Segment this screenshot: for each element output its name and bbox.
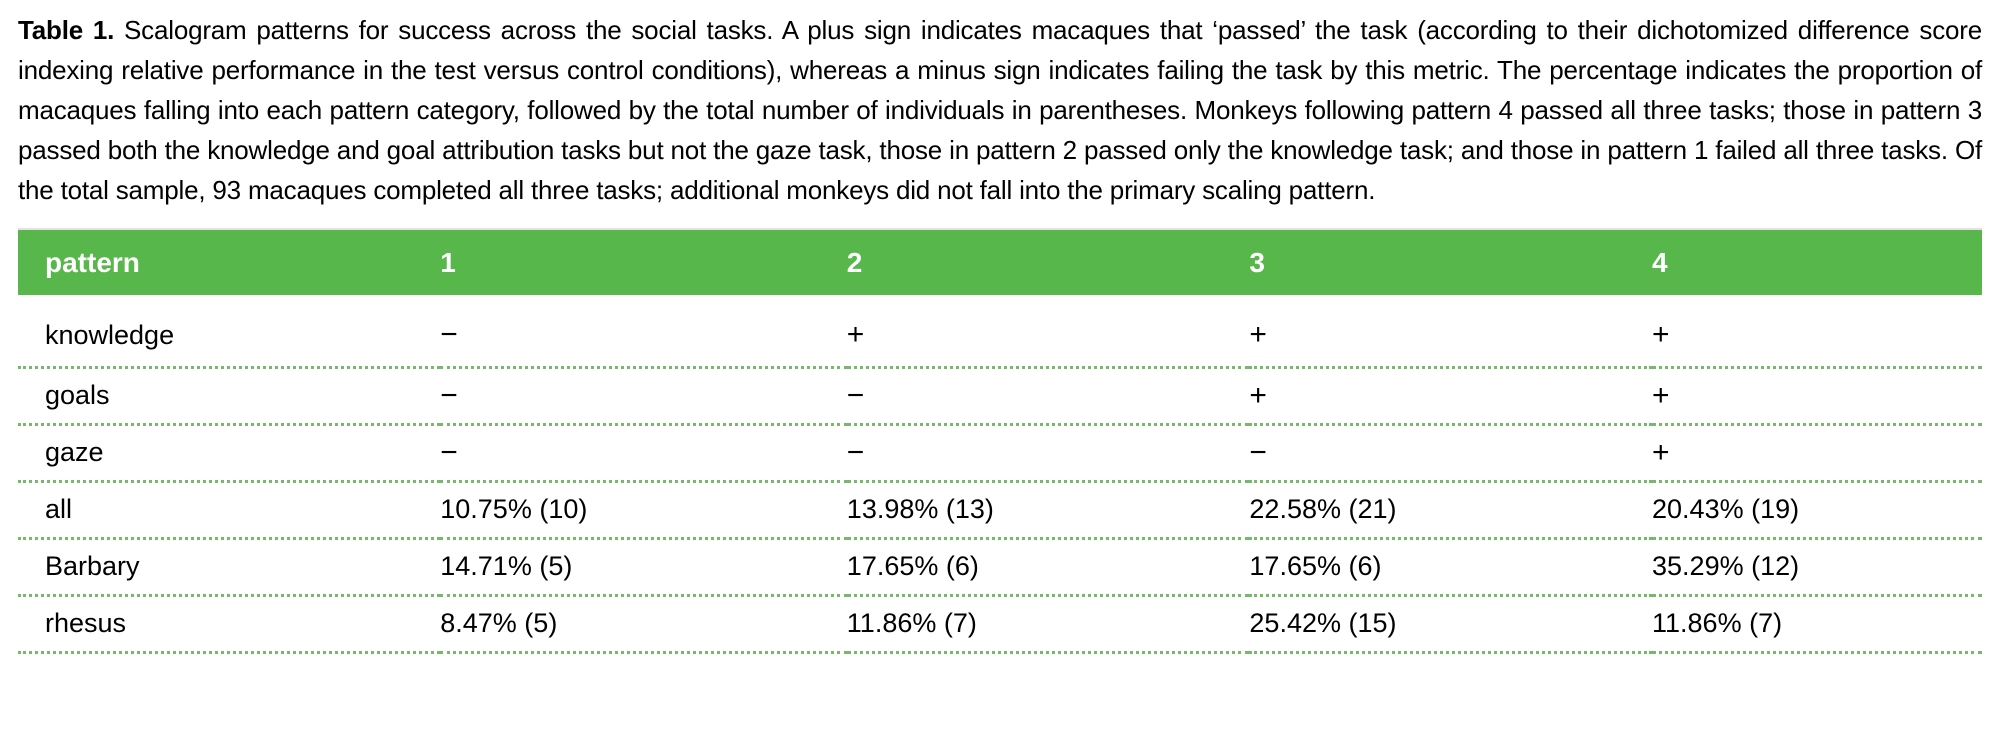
cell-all-p2: 13.98% (13)	[847, 481, 1250, 538]
cell-knowledge-p3: +	[1249, 295, 1652, 367]
header-cell-pattern-1: 1	[440, 229, 847, 295]
cell-rhesus-p4: 11.86% (7)	[1652, 595, 1982, 652]
cell-barbary-p1: 14.71% (5)	[440, 538, 847, 595]
cell-knowledge-p1: −	[440, 295, 847, 367]
cell-barbary-p4: 35.29% (12)	[1652, 538, 1982, 595]
cell-all-p1: 10.75% (10)	[440, 481, 847, 538]
cell-rhesus-p2: 11.86% (7)	[847, 595, 1250, 652]
cell-gaze-p3: −	[1249, 424, 1652, 481]
header-cell-pattern-3: 3	[1249, 229, 1652, 295]
table-caption-label: Table 1.	[18, 15, 115, 45]
row-label-goals: goals	[18, 367, 440, 424]
header-cell-pattern-4: 4	[1652, 229, 1982, 295]
table-row-rhesus	[18, 595, 1982, 652]
table-row-goals	[18, 367, 1982, 424]
table-row-gaze	[18, 424, 1982, 481]
cell-goals-p3: +	[1249, 367, 1652, 424]
row-label-rhesus: rhesus	[18, 595, 440, 652]
row-label-all: all	[18, 481, 440, 538]
table-row-knowledge	[18, 295, 1982, 367]
cell-barbary-p2: 17.65% (6)	[847, 538, 1250, 595]
table-row-all	[18, 481, 1982, 538]
row-label-gaze: gaze	[18, 424, 440, 481]
cell-rhesus-p3: 25.42% (15)	[1249, 595, 1652, 652]
scalogram-table	[18, 228, 1982, 654]
row-label-knowledge: knowledge	[18, 295, 440, 367]
cell-goals-p1: −	[440, 367, 847, 424]
cell-knowledge-p4: +	[1652, 295, 1982, 367]
cell-rhesus-p1: 8.47% (5)	[440, 595, 847, 652]
table-row-barbary	[18, 538, 1982, 595]
row-label-barbary: Barbary	[18, 538, 440, 595]
header-cell-pattern-2: 2	[847, 229, 1250, 295]
cell-all-p3: 22.58% (21)	[1249, 481, 1652, 538]
table-caption	[18, 10, 1982, 210]
cell-gaze-p1: −	[440, 424, 847, 481]
header-cell-pattern: pattern	[18, 229, 440, 295]
cell-knowledge-p2: +	[847, 295, 1250, 367]
cell-goals-p4: +	[1652, 367, 1982, 424]
cell-gaze-p4: +	[1652, 424, 1982, 481]
cell-gaze-p2: −	[847, 424, 1250, 481]
table-caption-text: Scalogram patterns for success across the social tasks. A plus sign indicates macaques that ‘passed’ the task (according to their dichotomized difference score indexing relative performance in the test versus control conditions), whereas a minus sign indicates failing the task by this metric. The percentage indicates the proportion of macaques falling into each pattern category, followed by the total number of individuals in parentheses. Monkeys following pattern 4 passed all three tasks; those in pattern 3 passed both the knowledge and goal attribution tasks but not the gaze task, those in pattern 2 passed only the knowledge task; and those in pattern 1 failed all three tasks. Of the total sample, 93 macaques completed all three tasks; additional monkeys did not fall into the primary scaling pattern.	[18, 15, 1982, 205]
cell-all-p4: 20.43% (19)	[1652, 481, 1982, 538]
cell-goals-p2: −	[847, 367, 1250, 424]
table-header-row	[18, 229, 1982, 295]
cell-barbary-p3: 17.65% (6)	[1249, 538, 1652, 595]
